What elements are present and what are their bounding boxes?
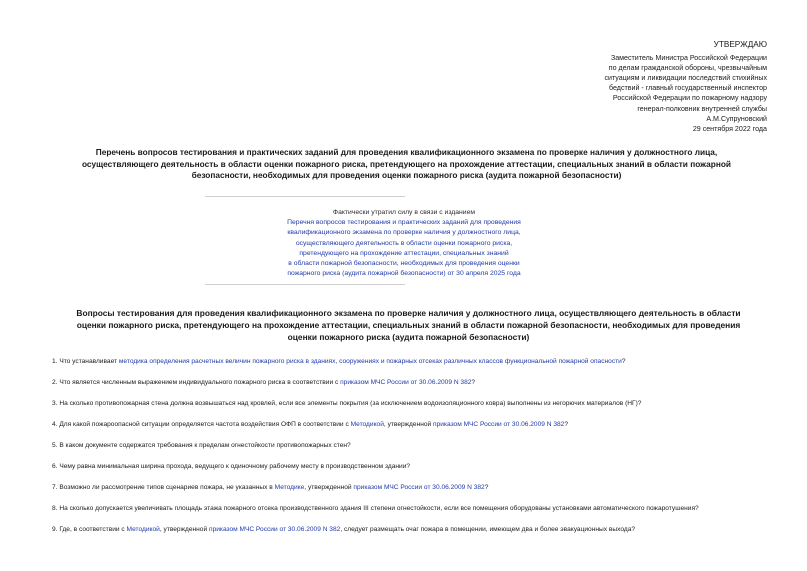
question-text: , утвержденной (304, 484, 354, 491)
superseding-link-line: в области пожарной безопасности, необходимых для проведения оценки (288, 260, 520, 268)
question-text: 8. На сколько допускается увеличивать площадь этажа пожарного отсека производственного здания III степени огнестойкости, если все помещения оборудованы установками автоматического пожаротушения? (52, 505, 699, 512)
question-reference-link[interactable]: приказом МЧС России от 30.06.2009 N 382 (353, 484, 485, 491)
question-reference-link[interactable]: Методике (274, 484, 305, 491)
section-heading-line: Вопросы тестирования для проведения квалификационного экзамена по проверке наличия у должностного лица, осуществляющего деятельность в области (76, 308, 741, 318)
document-title-line: безопасности, необходимых для проведения оценки пожарного риска (аудита пожарной безопасности) (191, 170, 622, 181)
approval-line: по делам гражданской обороны, чрезвычайным (608, 64, 767, 73)
question-item (52, 525, 767, 546)
question-reference-link[interactable]: методика определения расчетных величин пожарного риска в зданиях, сооружениях и пожарных отсеках различных классов функциональной пожарной опасности (118, 358, 622, 365)
question-text: , следует размещать очаг пожара в помещении, имеющем два и более эвакуационных выхода? (340, 526, 636, 533)
question-text: ? (471, 379, 476, 386)
question-text: 1. Что устанавливает (52, 358, 119, 365)
superseding-link-line: пожарного риска (аудита пожарной безопасности) от 30 апреля 2025 года (287, 270, 521, 278)
question-item (52, 357, 767, 378)
question-item (52, 462, 767, 483)
superseding-link-line: квалификационного экзамена по проверке наличия у должностного лица, (287, 229, 521, 237)
question-item (52, 483, 767, 504)
question-text: 7. Возможно ли рассмотрение типов сценариев пожара, не указанных в (52, 484, 275, 491)
question-item (52, 504, 767, 525)
question-text: ? (621, 358, 626, 365)
question-text: 9. Где, в соответствии с (52, 526, 127, 533)
question-reference-link[interactable]: приказом МЧС России от 30.06.2009 N 382 (433, 421, 565, 428)
question-item (52, 378, 767, 399)
question-text: ? (484, 484, 489, 491)
question-text: 2. Что является численным выражением индивидуального пожарного риска в соответствии с (52, 379, 341, 386)
question-text: 4. Для какой пожароопасной ситуации определяется частота воздействия ОФП в соответствии с (52, 421, 351, 428)
superseding-document-link[interactable] (246, 218, 562, 279)
superseding-link-line: претендующего на прохождение аттестации, специальных знаний (299, 249, 509, 257)
question-text: , утвержденной (159, 526, 209, 533)
status-notice (246, 208, 562, 279)
approval-signatory: А.М.Супруновский (706, 114, 767, 123)
approval-line: Заместитель Министра Российской Федерации (610, 54, 767, 63)
document-title-line: Перечень вопросов тестирования и практических заданий для проведения квалификационного экзамена по проверке наличия у должностного лица, (95, 147, 718, 157)
question-item (52, 420, 767, 441)
document-title-line: осуществляющего деятельность в области оценки пожарного риска, претендующего на прохождение аттестации, специальных знаний в области пожарной (81, 158, 732, 169)
status-notice-label: Фактически утратил силу в связи с изданием (332, 209, 476, 216)
question-item (52, 399, 767, 420)
section-heading-line: оценки пожарного риска, претендующего на прохождение аттестации, специальных знаний в области пожарной безопасности, необходимых для проведения (76, 320, 741, 330)
question-reference-link[interactable]: Методикой (350, 421, 384, 428)
approval-line: ситуациям и ликвидации последствий стихийных (604, 74, 767, 83)
question-text: , утвержденной (383, 421, 434, 428)
divider (205, 196, 405, 197)
section-heading-line: оценки пожарного риска (аудита пожарной безопасности) (287, 332, 530, 342)
approval-date: 29 сентября 2022 года (692, 124, 767, 133)
approval-line: бедствий - главный государственный инспектор (609, 84, 767, 93)
divider (205, 284, 405, 285)
question-text: 6. Чему равна минимальная ширина прохода, ведущего к одиночному рабочему месту в производственном здании? (52, 463, 411, 470)
superseding-link-line: Перечня вопросов тестирования и практических заданий для проведения (287, 219, 521, 227)
document-title (46, 147, 767, 182)
approval-heading: УТВЕРЖДАЮ (713, 40, 767, 49)
question-text: 3. На сколько противопожарная стена должна возвышаться над кровлей, если все элементы покрытия (за исключением водоизоляционного ковра) выполнены из негорючих материалов (НГ)? (52, 400, 642, 407)
question-item (52, 441, 767, 462)
question-reference-link[interactable]: приказом МЧС России от 30.06.2009 N 382 (209, 526, 341, 533)
question-reference-link[interactable]: приказом МЧС России от 30.06.2009 N 382 (340, 379, 472, 386)
question-text: ? (564, 421, 569, 428)
question-text: 5. В каком документе содержатся требования к пределам огнестойкости противопожарных стен? (52, 442, 351, 449)
superseding-link-line: осуществляющего деятельность в области оценки пожарного риска, (295, 239, 513, 247)
section-heading (50, 307, 767, 343)
question-list (52, 357, 767, 546)
approval-line: генерал-полковник внутренней службы (637, 104, 767, 113)
question-reference-link[interactable]: Методикой (126, 526, 160, 533)
approval-block (567, 40, 767, 134)
approval-line: Российской Федерации по пожарному надзору (612, 94, 767, 103)
